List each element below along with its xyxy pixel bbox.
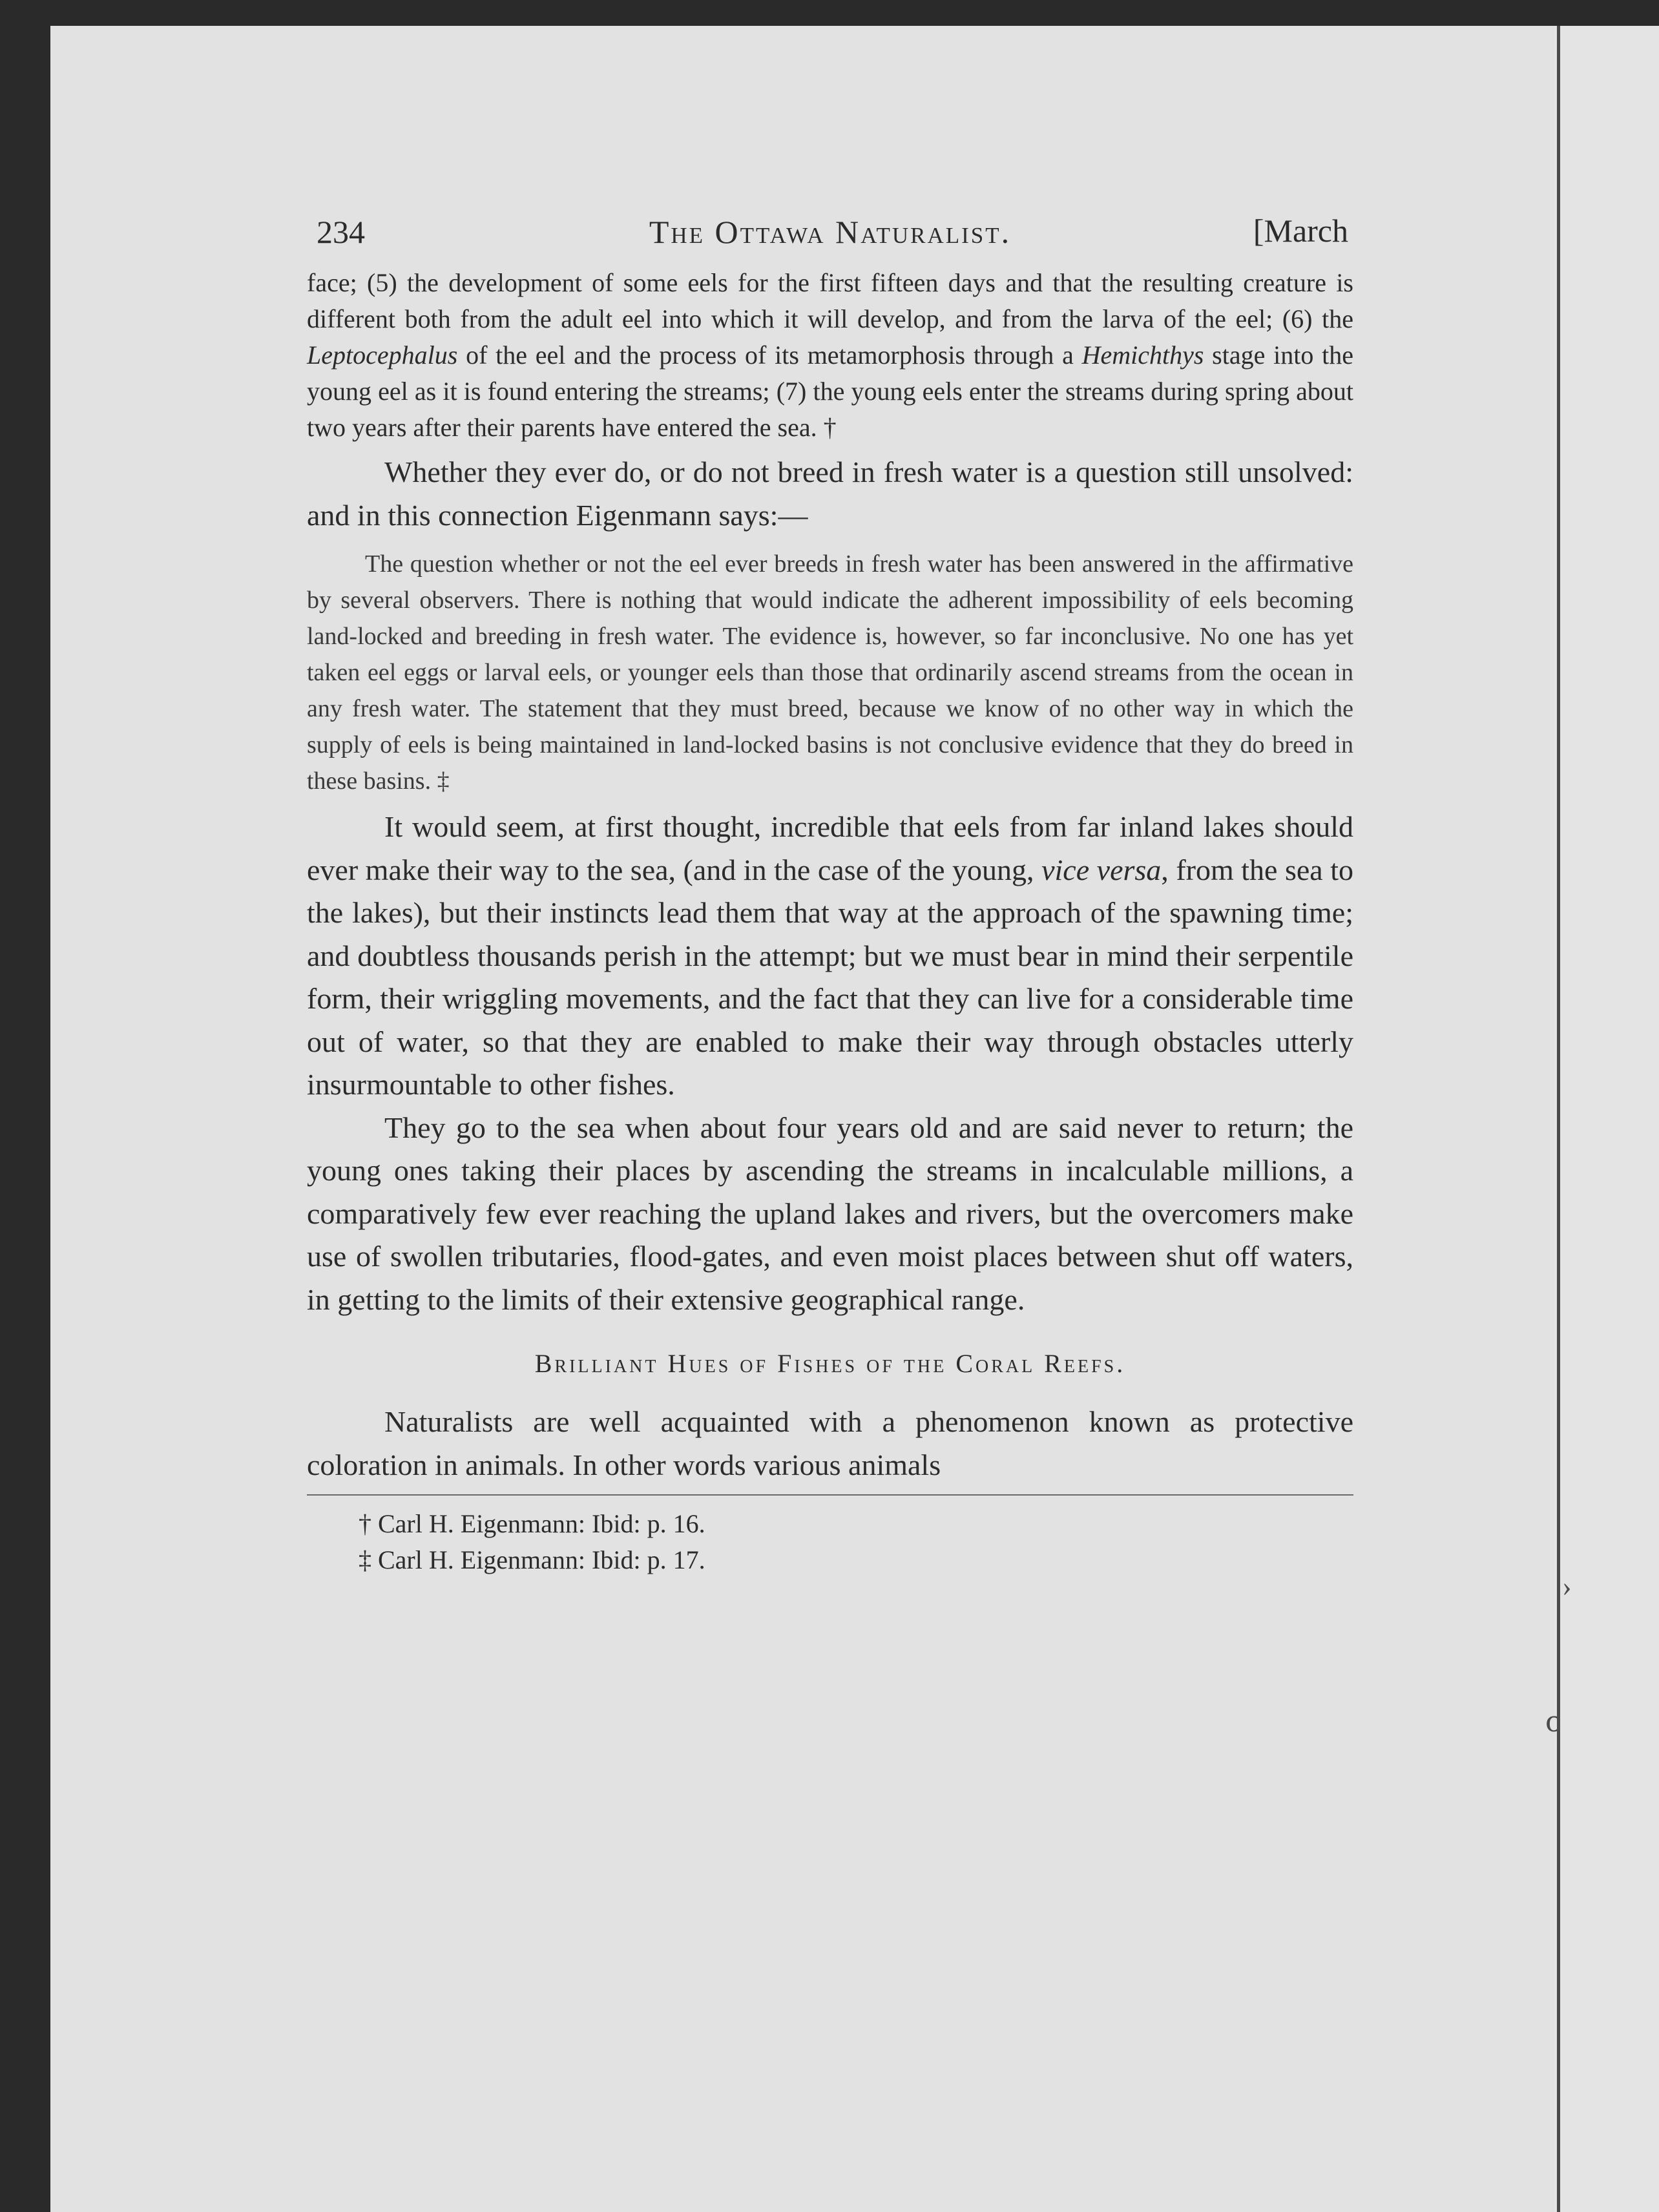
- paragraph-coloration: Naturalists are well acquainted with a phenomenon known as protective coloration in animals. In other words various animals: [307, 1405, 1353, 1481]
- paragraph-text: stage into the young eel as it is found entering the streams; (7) the young eels enter the streams during spring about two years after their parents have entered the sea. †: [307, 340, 1353, 442]
- page-number: 234: [317, 214, 365, 250]
- issue-month: [March: [1253, 213, 1348, 249]
- running-head: [307, 207, 1353, 265]
- journal-title: The Ottawa Naturalist.: [649, 214, 1012, 250]
- species-name: Hemichthys: [1081, 340, 1204, 370]
- paragraph-text: It would seem, at first thought, incredible that eels from far inland lakes should ever make their way to the sea, (and in the case of the young,: [307, 810, 1353, 886]
- footnotes: [359, 1506, 1353, 1578]
- footnote-rule: [307, 1494, 1353, 1496]
- latin-phrase: vice versa: [1041, 853, 1162, 886]
- paragraph-breeding-question: Whether they ever do, or do not breed in fresh water is a question still unsolved: and in this connection Eigenmann says:—: [307, 455, 1353, 532]
- footnote: ‡ Carl H. Eigenmann: Ibid: p. 17.: [359, 1545, 705, 1574]
- paragraph-text: face; (5) the development of some eels for the first fifteen days and that the resulting creature is different both from the adult eel into which it will develop, and from the larva of the eel; (6) the: [307, 268, 1353, 333]
- page-content: [307, 207, 1353, 1578]
- block-quote: The question whether or not the eel ever breeds in fresh water has been answered in the affirmative by several observers. There is nothing that would indicate the adherent impossibility of eels becoming land-locked and breeding in fresh water. The evidence is, however, so far inconclusive. No one has yet taken eel eggs or larval eels, or younger eels than those that ordinarily ascend streams from the ocean in any fresh water. The statement that they must breed, because we know of no other way in which the supply of eels is being maintained in land-locked basins is not conclusive evidence that they do breed in these basins. ‡: [307, 550, 1353, 795]
- edge-mark: ›: [1562, 1570, 1572, 1602]
- paragraph-return: They go to the sea when about four years old and are said never to return; the young ones taking their places by ascending the streams in incalculable millions, a comparatively few ever reaching the upland lakes and rivers, but the overcomers make use of swollen tributaries, flood-gates, and even moist places between shut off waters, in getting to the limits of their extensive geographical range.: [307, 1111, 1353, 1316]
- facing-page-edge: [1554, 26, 1659, 2212]
- footnote: † Carl H. Eigenmann: Ibid: p. 16.: [359, 1509, 705, 1538]
- paragraph-continuation: [307, 265, 1353, 446]
- facing-page-gutter: [1557, 26, 1560, 2212]
- paragraph-text: , from the sea to the lakes), but their instincts lead them that way at the approach of the spawning time; and doubtless thousands perish in the attempt; but we must bear in mind their serpentile form, their wriggling movements, and the fact that they can live for a considerable time out of water, so that they are enabled to make their way through obstacles utterly insurmountable to other fishes.: [307, 853, 1354, 1101]
- edge-mark: ⅽ: [1545, 1706, 1561, 1738]
- paragraph-migration: [307, 806, 1353, 1107]
- section-heading: Brilliant Hues of Fishes of the Coral Reefs.: [534, 1349, 1126, 1378]
- paragraph-text: of the eel and the process of its metamorphosis through a: [457, 340, 1082, 370]
- species-name: Leptocephalus: [307, 340, 458, 370]
